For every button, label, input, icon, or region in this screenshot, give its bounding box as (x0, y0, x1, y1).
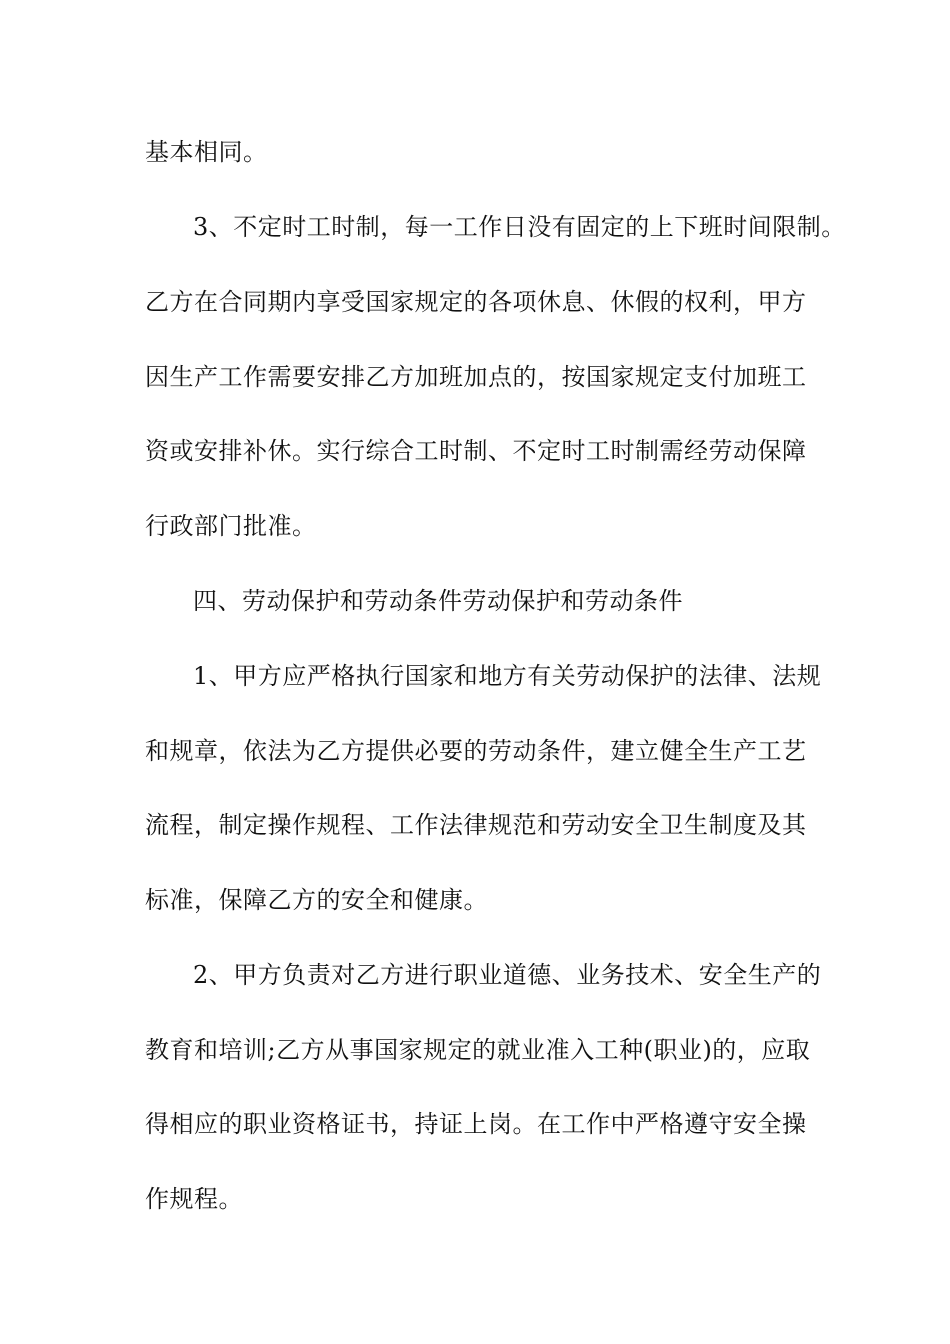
section-heading: 四、劳动保护和劳动条件劳动保护和劳动条件 (193, 587, 683, 615)
text-line: 1、甲方应严格执行国家和地方有关劳动保护的法律、法规 (193, 662, 822, 690)
text-line: 2、甲方负责对乙方进行职业道德、业务技术、安全生产的 (193, 961, 822, 989)
text-line: 基本相同。 (145, 138, 268, 166)
text-line: 行政部门批准。 (145, 512, 317, 540)
text-line: 和规章，依法为乙方提供必要的劳动条件，建立健全生产工艺 (145, 737, 807, 765)
text-line: 因生产工作需要安排乙方加班加点的，按国家规定支付加班工 (145, 363, 807, 391)
text-line: 流程，制定操作规程、工作法律规范和劳动安全卫生制度及其 (145, 811, 807, 839)
text-line: 标准，保障乙方的安全和健康。 (145, 886, 488, 914)
text-line: 乙方在合同期内享受国家规定的各项休息、休假的权利，甲方 (145, 288, 807, 316)
text-line: 得相应的职业资格证书，持证上岗。在工作中严格遵守安全操 (145, 1110, 807, 1138)
text-line: 教育和培训;乙方从事国家规定的就业准入工种(职业)的，应取 (145, 1036, 811, 1064)
text-line: 作规程。 (145, 1185, 243, 1213)
text-line: 3、不定时工时制，每一工作日没有固定的上下班时间限制。 (193, 213, 846, 241)
text-line: 资或安排补休。实行综合工时制、不定时工时制需经劳动保障 (145, 437, 807, 465)
